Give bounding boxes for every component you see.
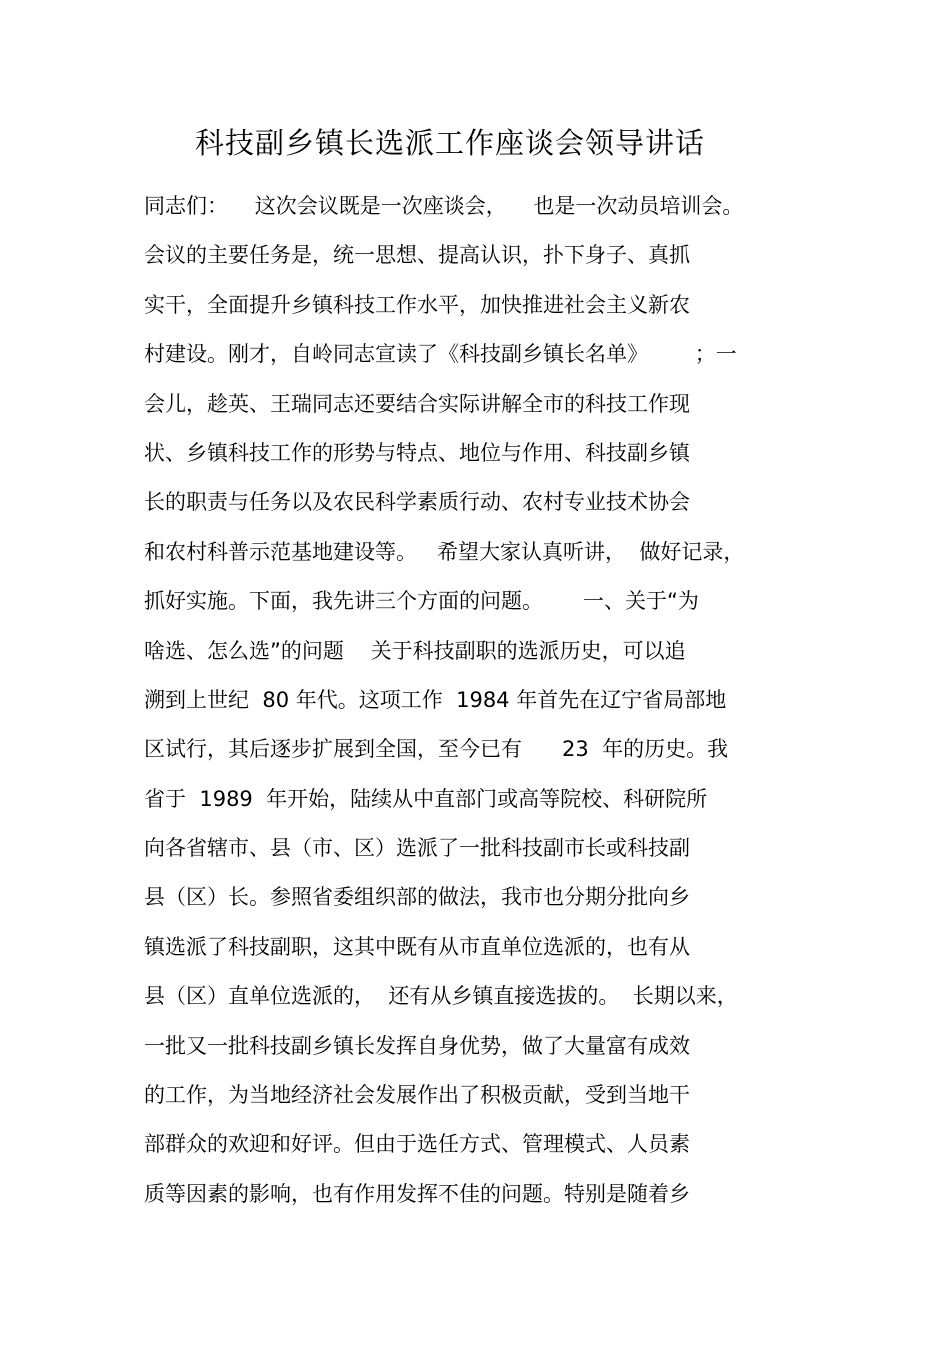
body-line: 质等因素的影响，也有作用发挥不佳的问题。特别是随着乡 — [144, 1181, 690, 1206]
document-title: 科技副乡镇长选派工作座谈会领导讲话 — [194, 126, 705, 160]
body-line: 状、乡镇科技工作的形势与特点、地位与作用、科技副乡镇 — [144, 440, 690, 465]
body-line: 县（区）长。参照省委组织部的做法，我市也分期分批向乡 — [144, 885, 690, 910]
body-line: 会儿，趁英、王瑞同志还要结合实际讲解全市的科技工作现 — [144, 391, 690, 416]
body-line: 和农村科普示范基地建设等。 希望大家认真听讲， 做好记录， — [144, 539, 745, 564]
body-line: 一批又一批科技副乡镇长发挥自身优势，做了大量富有成效 — [144, 1033, 690, 1058]
body-line: 实干，全面提升乡镇科技工作水平，加快推进社会主义新农 — [144, 292, 690, 317]
body-line: 同志们： 这次会议既是一次座谈会， 也是一次动员培训会。 — [144, 194, 744, 218]
body-line: 的工作，为当地经济社会发展作出了积极贡献，受到当地干 — [144, 1083, 690, 1108]
body-line: 县（区）直单位选派的， 还有从乡镇直接选拔的。 长期以来， — [144, 984, 738, 1009]
body-line: 省于 1989 年开始，陆续从中直部门或高等院校、科研院所 — [144, 786, 708, 811]
body-line: 长的职责与任务以及农民科学素质行动、农村专业技术协会 — [144, 490, 690, 515]
body-line: 村建设。刚才，自岭同志宣读了《科技副乡镇长名单》 ；一 — [144, 342, 737, 367]
body-line: 部群众的欢迎和好评。但由于选任方式、管理模式、人员素 — [144, 1132, 690, 1157]
body-line: 抓好实施。下面，我先讲三个方面的问题。 一、关于“为 — [144, 589, 699, 614]
body-line: 会议的主要任务是，统一思想、提高认识，扑下身子、真抓 — [144, 243, 690, 268]
body-line: 向各省辖市、县（市、区）选派了一批科技副市长或科技副 — [144, 836, 690, 861]
body-line: 区试行，其后逐步扩展到全国，至今已有 23 年的历史。我 — [144, 737, 729, 762]
body-line: 溯到上世纪 80 年代。这项工作 1984 年首先在辽宁省局部地 — [144, 687, 727, 712]
document-body — [144, 182, 824, 1219]
body-line: 镇选派了科技副职，这其中既有从市直单位选派的，也有从 — [144, 934, 690, 959]
body-line: 啥选、怎么选”的问题 关于科技副职的选派历史，可以追 — [144, 638, 686, 663]
